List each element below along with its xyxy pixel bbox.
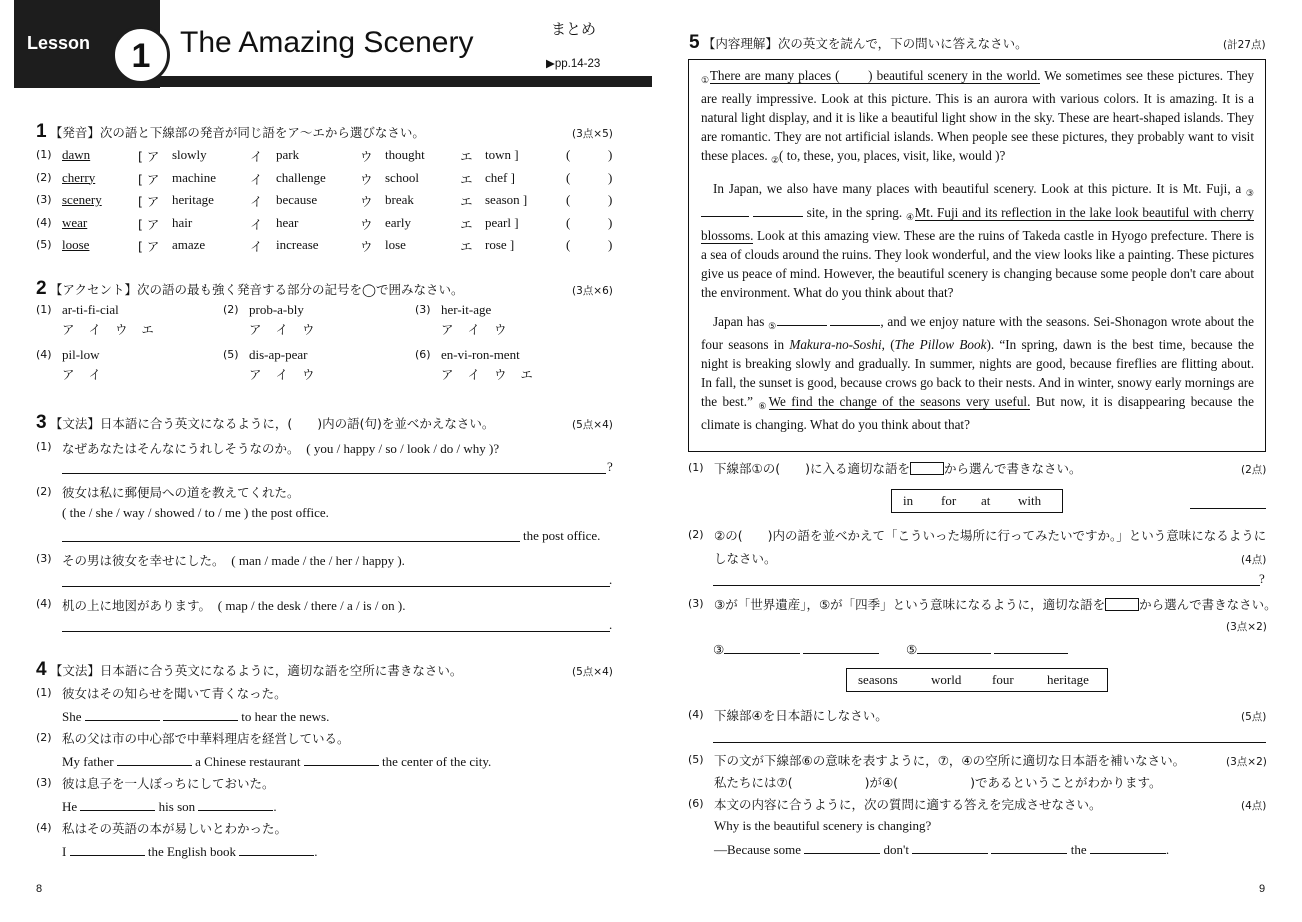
fill-sentence: 私たちには⑦( )が④( )であるということがわかります。: [714, 775, 1162, 790]
page-number-right: 9: [1259, 883, 1266, 895]
answer-line[interactable]: [713, 585, 1260, 586]
underline-1: There are many places ( ) beautiful scenery in the world.: [709, 68, 1041, 83]
choice-b[interactable]: increase: [276, 237, 319, 253]
q-number: (1): [36, 303, 52, 316]
q-number: (3): [36, 193, 52, 207]
question-text: 下の文が下線部⑥の意味を表すように，⑦，④の空所に適切な日本語を補いなさい。: [714, 753, 1186, 768]
q-number: (4): [36, 348, 52, 361]
answer-line[interactable]: [62, 473, 606, 474]
question-text-2: しなさい。: [714, 551, 777, 566]
question-text: 下線部①の( )に入る適切な語を から選んで書きなさい。: [714, 461, 1082, 476]
lesson-label: Lesson: [27, 33, 91, 53]
fill-question-jp: 私はその英語の本が易しいとわかった。: [62, 821, 288, 836]
q-number: (2): [36, 485, 52, 498]
q-number: (2): [36, 170, 52, 184]
q-number: (5): [36, 238, 52, 252]
accent-marks[interactable]: ア イ ウ: [249, 322, 315, 337]
target-word: scenery: [62, 192, 102, 208]
q-number: (4): [36, 597, 52, 610]
choice-mark-b: イ: [250, 194, 263, 210]
accent-word: en-vi-ron-ment: [441, 347, 520, 362]
question-points: (4点): [1241, 554, 1267, 566]
fill-answer: He his son .: [62, 799, 277, 814]
accent-word: her-it-age: [441, 302, 492, 317]
page-range: ▶pp.14-23: [546, 58, 601, 70]
answer-line[interactable]: [713, 742, 1266, 743]
answer-line[interactable]: [62, 631, 610, 632]
blank-5b[interactable]: [830, 312, 880, 326]
choice-mark-c: ウ: [360, 171, 373, 187]
header-rule: [160, 76, 652, 87]
q-number: (4): [36, 821, 52, 834]
section-number: 5: [689, 32, 700, 53]
answer-paren-close: ): [608, 169, 613, 185]
choice-mark-a: [ ア: [138, 239, 160, 255]
blank[interactable]: [80, 797, 155, 811]
blank[interactable]: [1090, 840, 1166, 854]
section-number: 4: [36, 659, 47, 680]
choice-mark-d: エ: [460, 194, 473, 210]
choice-word: four: [992, 672, 1014, 687]
answer-end: the post office.: [523, 528, 601, 543]
section-1-header: [36, 121, 425, 143]
choice-word: seasons: [858, 672, 898, 687]
section-points: (3点×6): [572, 285, 613, 297]
blank[interactable]: [803, 640, 879, 654]
blank[interactable]: [198, 797, 273, 811]
q-number: (3): [415, 303, 431, 316]
choice-mark-d: エ: [460, 239, 473, 255]
choice-mark-b: イ: [250, 149, 263, 164]
question-text: 本文の内容に合うように，次の質問に適する答えを完成させなさい。: [714, 797, 1102, 812]
target-word: dawn: [62, 147, 91, 162]
reorder-question: なぜあなたはそんなにうれしそうなのか。 ( you / happy / so / look / do / why )?: [62, 441, 500, 456]
summary-label: まとめ: [551, 20, 597, 38]
answer-line[interactable]: [62, 541, 520, 542]
section-5-header: [689, 32, 1028, 54]
accent-word: pil-low: [62, 347, 100, 362]
fill-question-jp: 私の父は市の中心部で中華料理店を経営している。: [62, 731, 350, 746]
answer-paren-open: (: [566, 169, 571, 185]
fill-answer: She to hear the news.: [62, 709, 330, 724]
accent-word: ar-ti-fi-cial: [62, 302, 119, 317]
blank[interactable]: [804, 840, 880, 854]
choice-c[interactable]: thought: [385, 147, 425, 162]
question-points: (3点×2): [1226, 756, 1267, 768]
section-number: 2: [36, 278, 47, 299]
target-word: loose: [62, 237, 90, 253]
choice-a[interactable]: machine: [172, 169, 217, 185]
q-number: (3): [36, 552, 52, 565]
answer-end: ?: [607, 459, 613, 474]
fill-answer: I the English book .: [62, 844, 318, 859]
reorder-question: 机の上に地図があります。 ( map / the desk / there / a / is / on ).: [62, 598, 406, 613]
q-number: (1): [36, 440, 52, 453]
accent-marks[interactable]: ア イ ウ エ: [62, 322, 154, 337]
section-heading: 【発音】次の語と下線部の発音が同じ語をア〜エから選びなさい。: [49, 125, 425, 140]
section-4-header: [36, 659, 462, 681]
q-number: (6): [415, 348, 431, 361]
choice-mark-a: [ ア: [138, 149, 160, 164]
target-word: cherry: [62, 169, 96, 185]
fill-question-jp: 彼は息子を一人ぼっちにしておいた。: [62, 776, 275, 791]
choice-a[interactable]: heritage: [172, 192, 214, 208]
reorder-words: ( the / she / way / showed / to / me ) the post office.: [62, 505, 329, 520]
page-title: The Amazing Scenery: [180, 26, 474, 59]
choice-mark-c: ウ: [360, 239, 373, 255]
choice-c[interactable]: early: [385, 214, 411, 230]
answer-paren-open: (: [566, 192, 571, 208]
blank[interactable]: [70, 842, 145, 856]
choice-mark-b: イ: [250, 216, 263, 232]
passage-paragraph-3: Japan has $_⑤$ , and we enjoy nature with the seasons. Sei-Shonagon wrote about the four seasons in Makura-no-Soshi, (The Pillow Book). “In spring, dawn is the best time, because the night is breaking slowly and gradually. In summer, nights are good, because fireflies are flitting about. In fall, the sunset is good, because crows go back to their nests. And in winter, snowy early mornings are the best.” $_⑥$We find the change of the seasons very useful. But now, it is disappearing because the climate is changing. What do you think about that?: [701, 314, 1255, 432]
blank[interactable]: [917, 640, 991, 654]
choice-d[interactable]: chef ]: [485, 169, 515, 185]
choice-mark-c: ウ: [360, 216, 373, 232]
answer-paren-close: ): [608, 147, 613, 162]
answer-end: .: [609, 617, 613, 632]
choice-box-icon: [910, 462, 944, 475]
choice-word: heritage: [1047, 672, 1089, 687]
blank[interactable]: [724, 640, 800, 654]
answer-line[interactable]: [62, 586, 610, 587]
blank-3b[interactable]: [753, 203, 803, 217]
q-number: (4): [36, 215, 52, 229]
q-number: (4): [688, 708, 704, 721]
blank[interactable]: [991, 840, 1067, 854]
choice-d[interactable]: town ]: [485, 147, 519, 162]
choice-b[interactable]: challenge: [276, 169, 326, 185]
section-points: (3点×5): [572, 128, 613, 140]
choice-word: world: [931, 672, 962, 687]
section-3-header: [36, 412, 494, 434]
blank[interactable]: [117, 752, 192, 766]
passage-paragraph-2: In Japan, we also have many places with beautiful scenery. Look at this picture. It is Mt. Fuji, a $_③$ site, in the spring. $_④$Mt. Fuji and its reflection in the lake look beautiful with cherry blossoms. Look at this amazing view. These are the ruins of Takeda castle in Hyogo prefecture. There is a sea of clouds around the ruins. They look wonderful, and the view looks like a painting. These pictures give us peace of mind. However, the beautiful scenery is changing because some people don't care about the environment. What do you think about that?: [701, 181, 1254, 300]
section-points: (計27点): [1223, 39, 1266, 51]
choice-d[interactable]: pearl ]: [485, 214, 519, 230]
answer-paren-close: ): [608, 192, 613, 208]
question-english: Why is the beautiful scenery is changing?: [714, 818, 932, 833]
choice-b[interactable]: park: [276, 147, 300, 162]
q-number: (2): [688, 528, 704, 541]
section-number: 3: [36, 412, 47, 433]
answer-row: ③ ⑤: [713, 640, 1068, 658]
accent-marks[interactable]: ア イ: [62, 367, 101, 382]
section-points: (5点×4): [572, 419, 613, 431]
blank[interactable]: [239, 842, 314, 856]
q-number: (1): [36, 686, 52, 699]
fill-answer: My father a Chinese restaurant the center of the city.: [62, 754, 492, 769]
choice-c[interactable]: school: [385, 169, 419, 185]
choice-b[interactable]: because: [276, 192, 318, 208]
choice-mark-c: ウ: [360, 194, 373, 210]
choice-word: at: [981, 493, 991, 508]
q-number: (6): [688, 797, 704, 810]
blank-3a[interactable]: [701, 203, 749, 217]
choice-mark-b: イ: [250, 239, 263, 255]
question-points: (3点×2): [1226, 621, 1267, 633]
section-number: 1: [36, 121, 47, 142]
question-points: (5点): [1241, 711, 1267, 723]
choice-mark-a: [ ア: [138, 171, 160, 187]
answer-row: —Because some don't the .: [714, 842, 1170, 857]
section-heading: 【内容理解】次の英文を読んで，下の問いに答えなさい。: [702, 36, 1028, 51]
lesson-number: 1: [112, 26, 170, 84]
choice-word: in: [903, 493, 914, 508]
question-points: (2点): [1241, 464, 1267, 476]
choice-mark-c: ウ: [360, 149, 373, 164]
q-number: (2): [36, 731, 52, 744]
section-points: (5点×4): [572, 666, 613, 678]
accent-marks[interactable]: ア イ ウ: [441, 322, 507, 337]
answer-paren-open: (: [566, 147, 571, 162]
q-number: (1): [36, 148, 52, 161]
reorder-question-jp: 彼女は私に郵便局への道を教えてくれた。: [62, 485, 300, 500]
passage-paragraph-1: $_①$There are many places ( ) beautiful scenery in the world. We sometimes see these pictures. They are really impressive. Look at this picture. This is an aurora with various colors. It is amazing. It is a natural light display, and it is like a beautiful light show in the sky. These are heart-shaped islands. They are romantic. They are not artificial islands. When people see these pictures, they probably want to visit these places. $_②$( to, these, you, places, visit, like, would )?: [701, 68, 1254, 165]
accent-word: dis-ap-pear: [249, 347, 308, 362]
choice-mark-d: エ: [460, 216, 473, 232]
choice-mark-a: [ ア: [138, 194, 160, 210]
choice-box-icon: [1105, 598, 1139, 611]
answer-paren-close: ): [608, 214, 613, 230]
q-number: (5): [688, 753, 704, 766]
underline-4: Mt. Fuji and its reflection in the lake look beautiful with cherry blossoms.: [701, 204, 1254, 243]
answer-paren-close: ): [608, 237, 613, 253]
choice-c[interactable]: break: [385, 192, 414, 208]
choice-mark-a: [ ア: [138, 216, 160, 232]
choice-word: for: [941, 493, 957, 508]
answer-line[interactable]: [1190, 508, 1266, 509]
section-2-header: [36, 278, 463, 300]
q-number: (5): [223, 348, 239, 361]
answer-end: ?: [1259, 571, 1265, 586]
question-text: 下線部④を日本語にしなさい。: [714, 708, 888, 723]
choice-mark-d: エ: [460, 171, 473, 187]
choice-mark-d: エ: [460, 149, 473, 164]
q-number: (3): [688, 597, 704, 610]
choice-a[interactable]: hair: [172, 214, 193, 230]
choice-a[interactable]: amaze: [172, 237, 206, 253]
reorder-question: その男は彼女を幸せにした。 ( man / made / the / her / happy ).: [62, 553, 405, 568]
answer-paren-open: (: [566, 237, 571, 253]
q-number: (1): [688, 461, 704, 474]
question-text: ③が「世界遺産」，⑤が「四季」という意味になるように，適切な語を から選んで書きなさい。: [714, 597, 1277, 612]
choice-b[interactable]: hear: [276, 214, 299, 230]
section-heading: 【アクセント】次の語の最も強く発音する部分の記号を◯で囲みなさい。: [49, 282, 464, 297]
choice-d[interactable]: season ]: [485, 192, 528, 208]
target-word: wear: [62, 214, 88, 230]
choice-a[interactable]: slowly: [172, 147, 207, 162]
choice-mark-b: イ: [250, 171, 263, 187]
question-points: (4点): [1241, 800, 1267, 812]
section-heading: 【文法】日本語に合う英文になるように，( )内の語(句)を並べかえなさい。: [49, 416, 495, 431]
blank[interactable]: [85, 707, 160, 721]
blank[interactable]: [994, 640, 1068, 654]
choice-c[interactable]: lose: [385, 237, 406, 253]
choice-d[interactable]: rose ]: [485, 237, 515, 253]
choice-word: with: [1018, 493, 1042, 508]
accent-marks[interactable]: ア イ ウ: [249, 367, 315, 382]
blank[interactable]: [304, 752, 379, 766]
answer-paren-open: (: [566, 214, 571, 230]
q-number: (2): [223, 303, 239, 316]
q-number: (3): [36, 776, 52, 789]
accent-marks[interactable]: ア イ ウ エ: [441, 367, 533, 382]
section-heading: 【文法】日本語に合う英文になるように，適切な語を空所に書きなさい。: [49, 663, 463, 678]
blank[interactable]: [912, 840, 988, 854]
answer-end: .: [609, 572, 613, 587]
blank[interactable]: [163, 707, 238, 721]
fill-question-jp: 彼女はその知らせを聞いて青くなった。: [62, 686, 287, 701]
page-number-left: 8: [36, 883, 43, 895]
question-text: ②の( )内の語を並べかえて「こういった場所に行ってみたいですか。」という意味になるように: [714, 528, 1267, 543]
accent-word: prob-a-bly: [249, 302, 304, 317]
underline-6: We find the change of the seasons very useful.: [768, 393, 1031, 409]
blank-5a[interactable]: [777, 312, 827, 326]
